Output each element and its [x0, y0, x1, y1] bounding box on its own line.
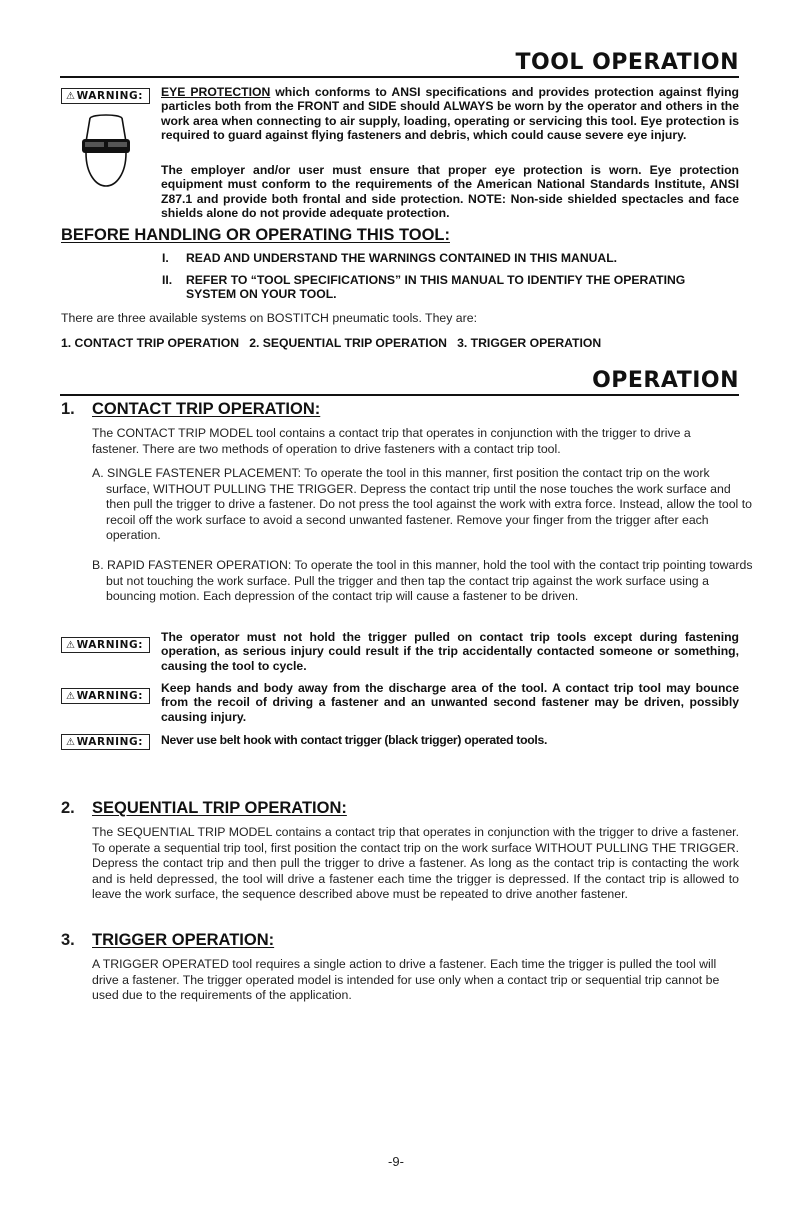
- safety-goggles-icon: [78, 112, 134, 192]
- page-number: -9-: [388, 1154, 404, 1169]
- warning-triangle-icon: ⚠: [66, 737, 76, 748]
- warning-badge-eye: ⚠WARNING:: [61, 86, 150, 104]
- warning-triangle-icon: ⚠: [66, 91, 76, 102]
- eye-protection-lead: EYE PROTECTION: [161, 85, 271, 99]
- page-title: TOOL OPERATION: [515, 50, 739, 75]
- operation-rule: [60, 394, 739, 396]
- eye-protection-paragraph-2: The employer and/or user must ensure that proper eye protection is worn. Eye protection equipment must conform to the requirements of the American National Standards Institute, ANSI Z87.1 and provide both frontal and side protection. NOTE: Non-side shielded spectacles and face shields alone do not provide adequate protection.: [161, 163, 739, 220]
- contact-trip-heading: CONTACT TRIP OPERATION:: [92, 400, 321, 418]
- before-handling-heading: BEFORE HANDLING OR OPERATING THIS TOOL:: [61, 226, 450, 244]
- warning-badge-recoil: ⚠WARNING:: [61, 686, 150, 704]
- before-item-1: I. READ AND UNDERSTAND THE WARNINGS CONTAINED IN THIS MANUAL.: [162, 251, 618, 265]
- contact-trip-intro: The CONTACT TRIP MODEL tool contains a contact trip that operates in conjunction with the trigger to drive a fastener. There are two methods of operation to drive fasteners with a contact trip tool.: [92, 426, 691, 456]
- single-fastener-placement: A. SINGLE FASTENER PLACEMENT: To operate the tool in this manner, first position the contact trip on the work surface, WITHOUT PULLING THE TRIGGER. Depress the contact trip until the nose touches the work surface and then pull the trigger to drive a fastener. Do not press the tool against the work with extra force. Instead, allow the tool to recoil off the work surface to avoid a second unwanted fastener. Remove your finger from the trigger after each operation.: [92, 466, 752, 542]
- warning-triangle-icon: ⚠: [66, 640, 76, 651]
- rapid-fastener-operation: B. RAPID FASTENER OPERATION: To operate the tool in this manner, hold the tool with the contact trip pointing towards but not touching the work surface. Pull the trigger and then tap the contact trip against the work surface using a bouncing motion. Each depression of the contact trip will cause a fastener to be driven.: [92, 558, 753, 603]
- operation-title: OPERATION: [592, 368, 739, 393]
- warning-badge-trigger: ⚠WARNING:: [61, 635, 150, 653]
- sequential-trip-heading: SEQUENTIAL TRIP OPERATION:: [92, 799, 347, 817]
- before-item-2: II. REFER TO “TOOL SPECIFICATIONS” IN THIS MANUAL TO IDENTIFY THE OPERATING SYSTEM ON YOUR TOOL.: [162, 273, 686, 302]
- title-rule: [60, 76, 739, 78]
- sequential-trip-number: 2.: [61, 799, 75, 817]
- warning-text-trigger: The operator must not hold the trigger pulled on contact trip tools except during fastening operation, as serious injury could result if the trip accidentally contacted someone or something, causing the tool to cycle.: [161, 630, 739, 673]
- systems-intro: There are three available systems on BOSTITCH pneumatic tools. They are:: [61, 311, 477, 325]
- sequential-trip-text: The SEQUENTIAL TRIP MODEL contains a contact trip that operates in conjunction with the trigger to drive a fastener. To operate a sequential trip tool, first position the contact trip on the work surface WITHOUT PULLING THE TRIGGER. Depress the contact trip and then pull the trigger to drive a fastener. As long as the contact trip is contacting the work and is held depressed, the tool will drive a fastener each time the trigger is depressed. If the contact trip is allowed to leave the work surface, the sequence described above must be repeated to drive another fastener.: [92, 825, 739, 901]
- warning-text-belt-hook: Never use belt hook with contact trigger (black trigger) operated tools.: [161, 733, 548, 747]
- contact-trip-number: 1.: [61, 400, 75, 418]
- eye-protection-paragraph-1: EYE PROTECTION which conforms to ANSI specifications and provides protection against flying particles both from the FRONT and SIDE should ALWAYS be worn by the operator and others in the work area when connecting to air supply, loading, operating or servicing this tool. Eye protection is required to guard against flying fasteners and debris, which could cause severe eye injury.: [161, 85, 739, 142]
- trigger-operation-number: 3.: [61, 931, 75, 949]
- systems-list: 1. CONTACT TRIP OPERATION 2. SEQUENTIAL TRIP OPERATION 3. TRIGGER OPERATION: [61, 336, 602, 350]
- warning-triangle-icon: ⚠: [66, 691, 76, 702]
- trigger-operation-heading: TRIGGER OPERATION:: [92, 931, 275, 949]
- trigger-operation-text: A TRIGGER OPERATED tool requires a single action to drive a fastener. Each time the trigger is pulled the tool will drive a fastener. The trigger operated model is intended for use only when a contact trip or sequential trip cannot be used due to the requirements of the application.: [92, 957, 720, 1002]
- warning-text-recoil: Keep hands and body away from the discharge area of the tool. A contact trip tool may bounce from the recoil of driving a fastener and an unwanted second fastener may be driven, possibly causing injury.: [161, 681, 739, 724]
- warning-badge-belt-hook: ⚠WARNING:: [61, 732, 150, 750]
